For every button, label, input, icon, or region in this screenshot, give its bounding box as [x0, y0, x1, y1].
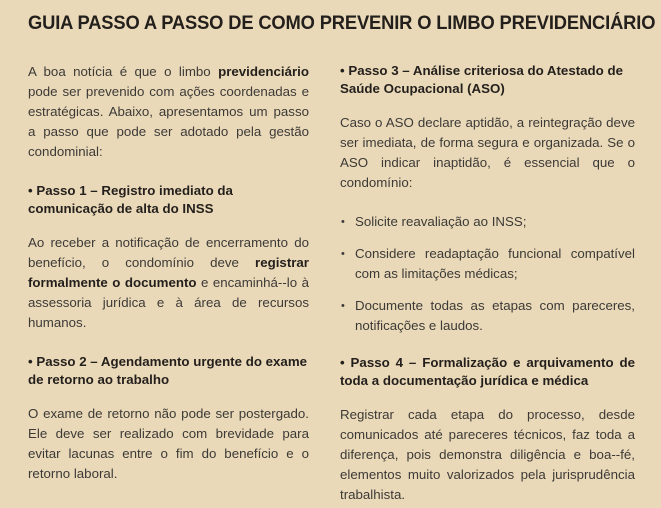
step-3-heading: • Passo 3 – Análise criteriosa do Atestado de Saúde Ocupacional (ASO)	[340, 63, 624, 96]
step-4-body: Registrar cada etapa do processo, desde comunicados até pareceres técnicos, faz toda a diferença, pois demonstra diligência e boa--fé, elementos muito valorizados pela jurisprudência trabalhista.	[340, 407, 635, 502]
step-1-bold-term: registrar formalmente o documento	[28, 255, 309, 290]
list-item-label: • Documente todas as etapas com pareceres, notificações e laudos.	[355, 298, 635, 333]
list-item	[340, 212, 635, 232]
list-item-label: • Solicite reavaliação ao INSS;	[355, 214, 527, 229]
list-item	[340, 296, 635, 336]
step-1-body	[28, 233, 309, 333]
intro-text-part2: pode ser prevenido com ações coordenadas e estratégicas. Abaixo, apresentamos um passo a passo que pode ser adotado pela gestão condominial:	[28, 84, 309, 159]
left-column	[0, 48, 331, 508]
step-2-heading: • Passo 2 – Agendamento urgente do exame de retorno ao trabalho	[28, 354, 308, 387]
page-title: GUIA PASSO A PASSO DE COMO PREVENIR O LIMBO PREVIDENCIÁRIO	[28, 13, 656, 35]
intro-bold-term: previdenciário	[218, 64, 309, 79]
step-1-heading: • Passo 1 – Registro imediato da comunicação de alta do INSS	[28, 183, 233, 216]
two-column-layout	[0, 48, 661, 508]
list-item	[340, 244, 635, 284]
title-bar	[0, 0, 661, 48]
step-2-body: O exame de retorno não pode ser postergado. Ele deve ser realizado com brevidade para evitar lacunas entre o fim do benefício e o retorno laboral.	[28, 406, 309, 481]
intro-text-part1: A boa notícia é que o limbo	[28, 64, 219, 79]
intro-paragraph	[28, 62, 309, 162]
right-column	[331, 48, 661, 508]
step-4-heading: • Passo 4 – Formalização e arquivamento de toda a documentação jurídica e médica	[340, 355, 635, 388]
step-1-text-part2: e encaminhá--lo à assessoria jurídica e à área de recursos humanos.	[28, 275, 309, 330]
list-item-label: • Considere readaptação funcional compatível com as limitações médicas;	[355, 246, 635, 281]
step-1-text-part1: Ao receber a notificação de encerramento do benefício, o condomínio deve	[28, 235, 309, 270]
step-3-body: Caso o ASO declare aptidão, a reintegração deve ser imediata, de forma segura e organizada. Se o ASO indicar inaptidão, é essencial que o condomínio:	[340, 115, 635, 190]
step-3-bullet-list	[340, 212, 635, 336]
